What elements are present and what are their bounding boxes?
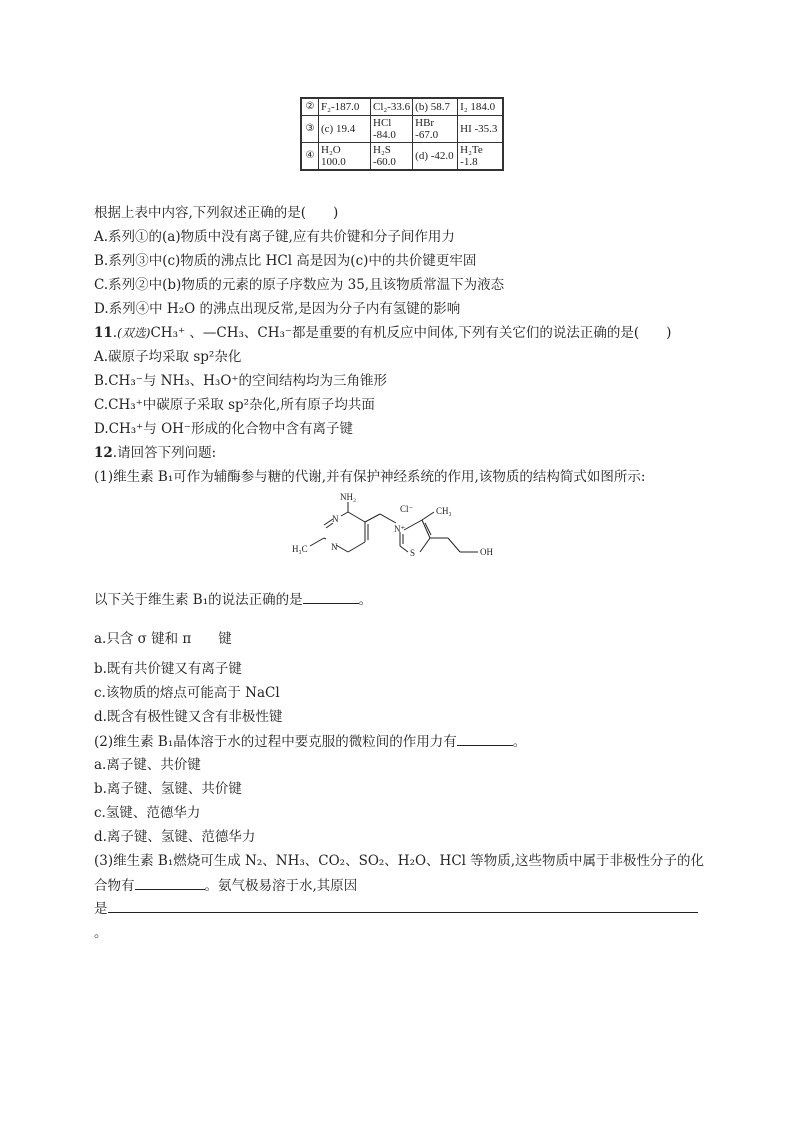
q11-dot: . — [112, 325, 118, 341]
vitamin-b1-structure — [288, 490, 518, 574]
n-upper-label: N — [332, 514, 339, 524]
series-label: ② — [301, 98, 319, 116]
table-cell: HI -35.3 — [458, 116, 504, 143]
q11-stem: CH₃⁺ 、—CH₃、CH₃⁻都是重要的有机反应中间体,下列有关它们的说法正确的是( ) — [150, 325, 672, 341]
q12-part2-option-a: a.离子键、共价键 — [94, 757, 201, 773]
q12-part1-end: 。 — [358, 592, 373, 608]
table-cell: H₂S -60.0 — [371, 143, 413, 171]
q11-option-c: C.CH₃⁺中碳原子采取 sp²杂化,所有原子均共面 — [94, 397, 375, 413]
q10-option-b: B.系列③中(c)物质的沸点比 HCl 高是因为(c)中的共价键更牢固 — [94, 253, 477, 269]
q12-part3-line2b: 。氨气极易溶于水,其原因 — [204, 878, 358, 894]
q12-part1-question-line — [94, 590, 372, 609]
oh-label: OH — [480, 547, 493, 557]
q11-stem-line — [94, 324, 671, 342]
table-cell: (d) -42.0 — [413, 143, 458, 171]
q11-tag: (双选) — [117, 326, 151, 340]
table-cell: H₂O 100.0 — [319, 143, 371, 171]
q11-number: 11 — [94, 325, 113, 341]
table-row — [301, 116, 503, 143]
q12-part2-option-c: c.氢键、范德华力 — [94, 805, 201, 821]
q12-part3-end: 。 — [94, 925, 108, 941]
nh2-label: NH₂ — [340, 492, 357, 502]
q12-number: 12 — [94, 445, 113, 461]
table-cell: HBr -67.0 — [413, 116, 458, 143]
table-cell: I₂ 184.0 — [458, 98, 504, 116]
series-label: ④ — [301, 143, 319, 171]
q11-option-a: A.碳原子均采取 sp²杂化 — [94, 349, 242, 365]
q12-part1-option-b: b.既有共价键又有离子键 — [94, 661, 242, 677]
q11-option-d: D.CH₃⁺与 OH⁻形成的化合物中含有离子键 — [94, 421, 354, 437]
q10-option-d: D.系列④中 H₂O 的沸点出现反常,是因为分子内有氢键的影响 — [94, 301, 461, 317]
q10-stem: 根据上表中内容,下列叙述正确的是( ) — [94, 205, 339, 221]
q10-option-c: C.系列②中(b)物质的元素的原子序数应为 35,且该物质常温下为液态 — [94, 277, 505, 293]
q10-option-a: A.系列①的(a)物质中没有离子键,应有共价键和分子间作用力 — [94, 229, 455, 245]
n-plus-label: N⁺ — [394, 524, 406, 534]
ch3-right-label: CH₃ — [436, 506, 452, 516]
n-lower-label: N — [331, 542, 338, 552]
table-cell: H₂Te -1.8 — [458, 143, 504, 171]
answer-blank[interactable] — [303, 590, 359, 604]
chloride-label: Cl⁻ — [400, 504, 414, 514]
q12-part2-option-d: d.离子键、氢键、范德华力 — [94, 829, 256, 845]
answer-long-blank[interactable] — [108, 912, 698, 913]
table-cell: HCl -84.0 — [371, 116, 413, 143]
sulfur-label: S — [410, 548, 416, 558]
answer-blank[interactable] — [457, 732, 513, 746]
q12-part1-intro: (1)维生素 B₁可作为辅酶参与糖的代谢,并有保护神经系统的作用,该物质的结构简式如图所示: — [94, 469, 646, 485]
q12-part2-question: (2)维生素 B₁晶体溶于水的过程中要克服的微粒间的作用力有 — [94, 734, 457, 750]
q12-part3-line2a: 合物有 — [94, 878, 135, 894]
table-cell: Cl₂-33.6 — [371, 98, 413, 116]
table-cell: (b) 58.7 — [413, 98, 458, 116]
structure-diagram — [288, 490, 518, 574]
boiling-point-table — [300, 97, 504, 171]
q12-part2-question-line — [94, 732, 526, 751]
table-row — [301, 143, 503, 171]
q12-stem-line — [94, 444, 216, 462]
q12-part1-option-d: d.既含有极性键又含有非极性键 — [94, 709, 283, 725]
q12-part1-option-c: c.该物质的熔点可能高于 NaCl — [94, 685, 280, 701]
q12-part3-line3: 是 — [94, 901, 108, 917]
answer-blank[interactable] — [135, 876, 205, 890]
q12-part1-question: 以下关于维生素 B₁的说法正确的是 — [94, 592, 303, 608]
q12-part3-line1: (3)维生素 B₁燃烧可生成 N₂、NH₃、CO₂、SO₂、H₂O、HCl 等物质,这些物质中属于非极性分子的化 — [94, 853, 705, 869]
table-row — [301, 98, 503, 116]
q11-option-b: B.CH₃⁻与 NH₃、H₃O⁺的空间结构均为三角锥形 — [94, 373, 388, 389]
q12-part2-end: 。 — [512, 734, 527, 750]
q12-stem: .请回答下列问题: — [112, 445, 217, 461]
series-label: ③ — [301, 116, 319, 143]
q12-part1-option-a: a.只含 σ 键和 π 键 — [94, 631, 232, 647]
ch3-left-label: H₃C — [292, 544, 308, 554]
q12-part2-option-b: b.离子键、氢键、共价键 — [94, 781, 242, 797]
q12-part3-line2 — [94, 876, 357, 895]
table-cell: (c) 19.4 — [319, 116, 371, 143]
table-cell: F₂-187.0 — [319, 98, 371, 116]
